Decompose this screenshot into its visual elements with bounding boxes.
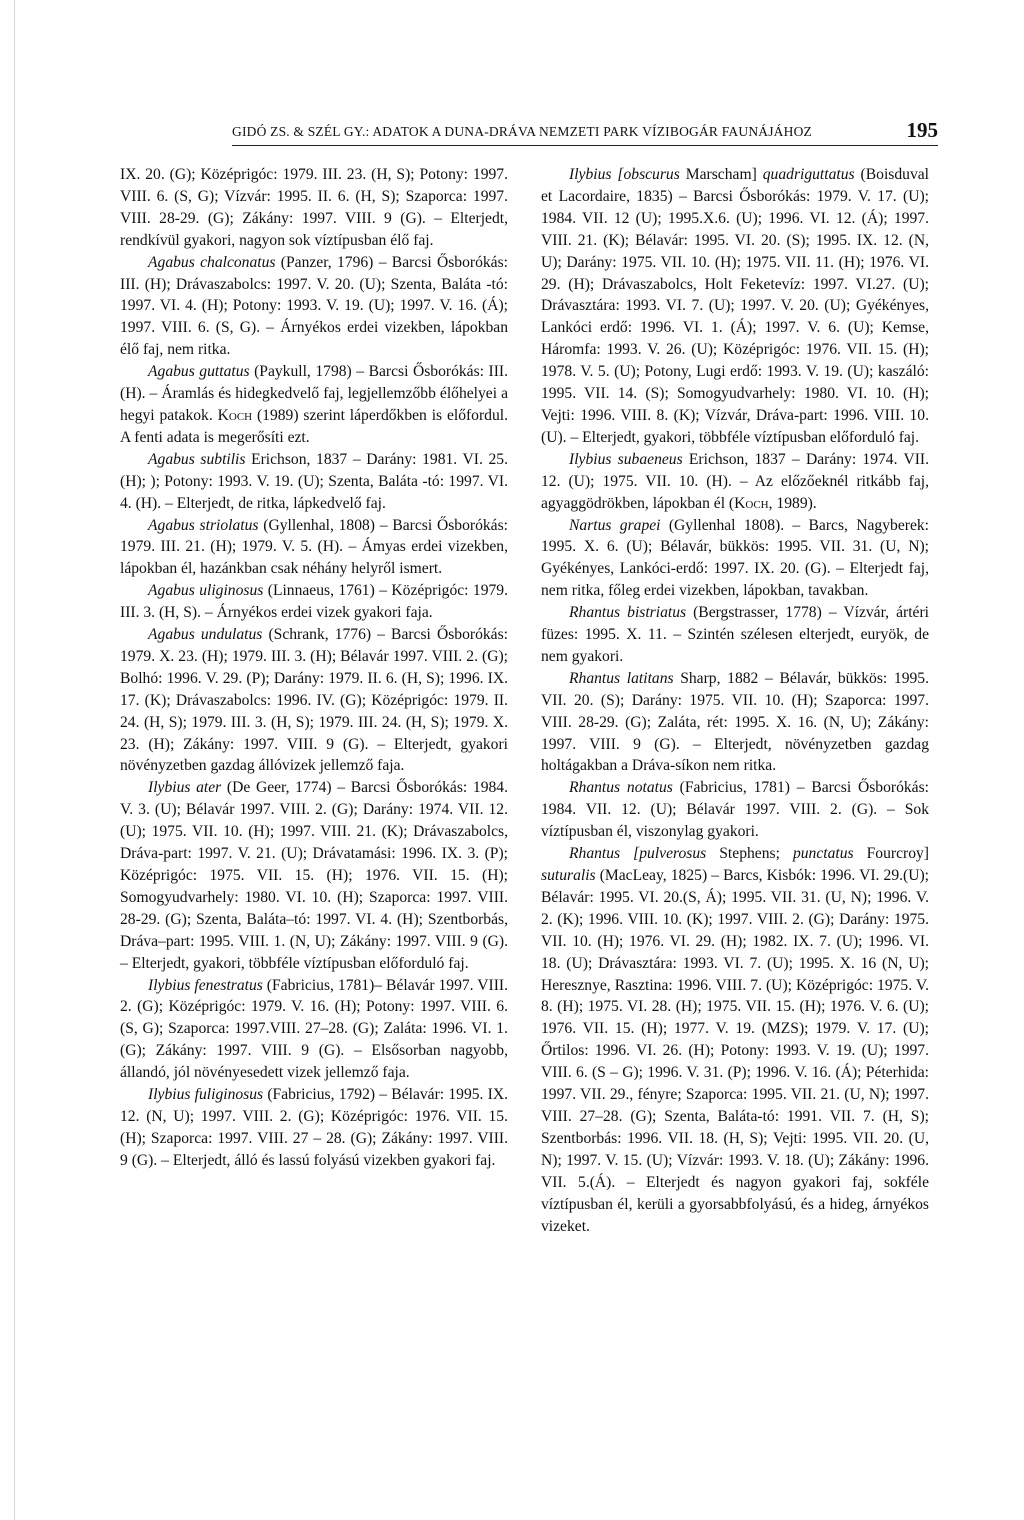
- species-entry: Rhantus latitans Sharp, 1882 – Bélavár, bükkös: 1995. VII. 20. (S); Darány: 1975. VII. 10. (H); Szaporca: 1997. VIII. 28-29. (G); Zaláta, rét: 1995. X. 16. (N, U); Zákány: 1997. VIII. 9 (G). – Elterjedt, növényzetben gazdag holtágakban a Dráva-síkon nem ritka.: [541, 669, 929, 775]
- species-entry: Rhantus notatus (Fabricius, 1781) – Barcsi Ősborókás: 1984. VII. 12. (U); Bélavár 1997. VIII. 2. (G). – Sok víztípusban él, viszonylag gyakori.: [541, 779, 930, 841]
- species-name: suturalis: [541, 867, 596, 884]
- right-column: [541, 164, 929, 1237]
- running-head: GIDÓ ZS. & SZÉL GY.: ADATOK A DUNA-DRÁVA NEMZETI PARK VÍZIBOGÁR FAUNÁJÁHOZ: [232, 124, 812, 139]
- species-entry: Agabus striolatus (Gyllenhal, 1808) – Barcsi Ősborókás: 1979. III. 21. (H); 1979. V. 5. (H). – Ámyas erdei vizekben, lápokban él, hazánkban csak néhány helyről ismert.: [120, 516, 508, 578]
- header-rule: [232, 145, 938, 146]
- species-name: Agabus subtilis: [148, 450, 246, 468]
- species-name: Ilybius fenestratus: [148, 976, 263, 994]
- species-name: Agabus guttatus: [148, 363, 250, 381]
- species-name: Nartus grapei: [569, 516, 661, 534]
- species-name: Agabus chalconatus: [148, 253, 276, 271]
- species-name: punctatus: [792, 845, 854, 863]
- page-header: [232, 118, 938, 144]
- species-entry: Agabus uliginosus (Linnaeus, 1761) – Középrigóc: 1979. III. 3. (H, S). – Árnyékos erdei vizek gyakori faja.: [120, 582, 508, 622]
- species-entry: Agabus guttatus (Paykull, 1798) – Barcsi Ősborókás: III. (H). – Áramlás és hidegkedvelő faj, legjellemzőbb élőhelyei a hegyi patakok. Koch (1989) szerint láperdőkben is előfordul. A fenti adata is megerősíti ezt.: [120, 363, 509, 446]
- species-name: Rhantus notatus: [569, 779, 673, 797]
- species-name: Agabus striolatus: [148, 516, 259, 534]
- species-entry: Rhantus [pulverosus Stephens; punctatus Fourcroy] suturalis (MacLeay, 1825) – Barcs, Kisbók: 1996. VI. 29.(U); Bélavár: 1995. VI. 20.(S, Á); 1995. VII. 31. (U, N); 1996. V. 2. (K); 1996. VIII. 10. (K); 1997. VIII. 2. (G); Darány: 1975. VII. 10. (H); 1976. VI. 29. (H); 1982. IX. 7. (U); 1996. VI. 18. (U); Drávasztára: 1993. VI. 7. (U); 1995. X. 16 (N, U); Heresznye, Rasztina: 1996. VIII. 7. (U); Középrigóc: 1975. V. 8. (H); 1975. VI. 28. (H); 1975. VII. 15. (H); 1976. V. 6. (U); 1976. VII. 15. (H); 1977. V. 19. (MZS); 1979. V. 17. (U); Őrtilos: 1996. VI. 26. (H); Potony: 1993. V. 19. (U); 1997. VIII. 6. (S – G); 1996. V. 31. (P); 1996. V. 16. (Á); Péterhida: 1997. VII. 29., fényre; Szaporca: 1995. VII. 21. (U, N); 1997. VIII. 27–28. (G); Szenta, Baláta-tó: 1991. VII. 7. (H, S); Szentborbás: 1996. VII. 18. (H, S); Vejti: 1995. VII. 20. (U, N); 1997. V. 15. (U); Vízvár: 1993. V. 18. (U); Zákány: 1996. VII. 5.(Á). – Elterjedt és nagyon gyakori faj, sokféle víztípusban él, kerüli a gyorsabbfolyású, és a hideg, árnyékos vizeket.: [541, 845, 929, 1235]
- author-citation: Koch: [217, 406, 253, 424]
- species-entry: Ilybius subaeneus Erichson, 1837 – Darány: 1974. VII. 12. (U); 1975. VII. 10. (H). – Az előzőeknél ritkább faj, agyaggödrökben, lápokban él (Koch, 1989).: [541, 450, 929, 512]
- species-name: Ilybius subaeneus: [569, 450, 683, 468]
- species-name: Rhantus [pulverosus: [569, 845, 707, 863]
- species-entry: Agabus chalconatus (Panzer, 1796) – Barcsi Ősborókás: III. (H); Drávaszabolcs: 1997. V. 20. (U); Szenta, Baláta -tó: 1997. VI. 4. (H); Potony: 1993. V. 19. (U); 1997. V. 16. (Á); 1997. VIII. 6. (S, G). – Árnyékos erdei vizekben, lápokban élő faj, nem ritka.: [120, 253, 508, 359]
- left-column: [120, 164, 508, 1172]
- species-name: Rhantus bistriatus: [569, 604, 687, 622]
- author-citation: Koch: [734, 494, 769, 512]
- species-entry: Nartus grapei (Gyllenhal 1808). – Barcs, Nagyberek: 1995. X. 6. (U); Bélavár, bükkös: 1995. VII. 31. (U, N); Gyékényes, Lankóci-erdő: 1997. IX. 20. (G). – Elterjedt faj, nem ritka, főleg erdei vizekben, lápokban, tavakban.: [541, 516, 929, 600]
- species-entry: Ilybius fenestratus (Fabricius, 1781)– Bélavár 1997. VIII. 2. (G); Középrigóc: 1979. V. 16. (H); Potony: 1997. VIII. 6. (S, G); Szaporca: 1997.VIII. 27–28. (G); Zaláta: 1996. VI. 1. (G); Zákány: 1997. VIII. 9 (G). – Elsősorban nagyobb, állandó, jól növényesedett vizek jellemző faja.: [120, 976, 508, 1082]
- species-name: Rhantus latitans: [569, 669, 674, 687]
- species-name: Agabus undulatus: [148, 626, 263, 644]
- species-entry: Ilybius fuliginosus (Fabricius, 1792) – Bélavár: 1995. IX. 12. (N, U); 1997. VIII. 2. (G); Középrigóc: 1976. VII. 15. (H); Szaporca: 1997. VIII. 27 – 28. (G); Zákány: 1997. VIII. 9 (G). – Elterjedt, álló és lassú folyású vizekben gyakori faj.: [120, 1086, 509, 1169]
- species-name: quadriguttatus: [762, 166, 855, 183]
- scan-edge-line: [14, 0, 15, 1520]
- species-entry: Agabus subtilis Erichson, 1837 – Darány: 1981. VI. 25. (H); ); Potony: 1993. V. 19. (U); Szenta, Baláta -tó: 1997. VI. 4. (H). – Elterjedt, de ritka, lápkedvelő faj.: [120, 450, 508, 512]
- species-name: Ilybius ater: [148, 779, 222, 797]
- species-name: Agabus uliginosus: [148, 582, 264, 600]
- species-entry: Rhantus bistriatus (Bergstrasser, 1778) – Vízvár, ártéri füzes: 1995. X. 11. – Szintén szélesen elterjedt, euryök, de nem gyakori.: [541, 604, 929, 665]
- species-name: Ilybius [obscurus: [569, 166, 680, 183]
- species-name: Ilybius fuliginosus: [148, 1086, 264, 1104]
- species-entry: Agabus undulatus (Schrank, 1776) – Barcsi Ősborókás: 1979. X. 23. (H); 1979. III. 3. (H); Bélavár 1997. VIII. 2. (G); Bolhó: 1996. V. 29. (P); Darány: 1979. II. 6. (H, S); 1996. IX. 17. (K); Drávaszabolcs: 1996. IV. (G); Középrigóc: 1979. II. 24. (H, S); 1979. III. 3. (H, S); 1979. III. 24. (H, S); 1979. X. 23. (H); Zákány: 1997. VIII. 9 (G). – Elterjedt, gyakori növényzetben gazdag állóvizek jellemző faja.: [120, 626, 508, 775]
- species-entry: IX. 20. (G); Középrigóc: 1979. III. 23. (H, S); Potony: 1997. VIII. 6. (S, G); Vízvár: 1995. II. 6. (H, S); Szaporca: 1997. VIII. 28-29. (G); Zákány: 1997. VIII. 9 (G). – Elterjedt, rendkívül gyakori, nagyon sok víztípusban élő faj.: [120, 166, 508, 249]
- species-entry: Ilybius ater (De Geer, 1774) – Barcsi Ősborókás: 1984. V. 3. (U); Bélavár 1997. VIII. 2. (G); Darány: 1974. VII. 12. (U); 1975. VII. 10. (H); 1997. VIII. 21. (K); Drávaszabolcs, Dráva-part: 1997. V. 21. (U); Drávatamási: 1996. IX. 3. (P); Középrigóc: 1975. VII. 15. (H); 1976. VII. 15. (H); Somogyudvarhely: 1980. VI. 10. (H); Szaporca: 1997. VIII. 28-29. (G); Szenta, Baláta–tó: 1997. VI. 4. (H); Szentborbás, Dráva–part: 1995. VIII. 1. (N, U); Zákány: 1997. VIII. 9 (G). – Elterjedt, gyakori, többféle víztípusban előforduló faj.: [120, 779, 508, 972]
- page-number: 195: [906, 118, 938, 142]
- species-entry: Ilybius [obscurus Marscham] quadriguttatus (Boisduval et Lacordaire, 1835) – Barcsi Ősborókás: 1979. V. 17. (U); 1984. VII. 12 (U); 1995.X.6. (U); 1996. VI. 12. (Á); 1997. VIII. 21. (K); Bélavár: 1995. VI. 20. (S); 1995. IX. 12. (N, U); Darány: 1975. VII. 10. (H); 1975. VII. 11. (H); 1976. VI. 29. (H); Drávaszabolcs, Holt Feketevíz: 1997. VI.27. (U); Drávasztára: 1993. VI. 7. (U); 1997. V. 20. (U); Gyékényes, Lankóci erdő: 1996. VI. 1. (Á); 1997. V. 6. (U); Kemse, Háromfa: 1993. V. 26. (U); Középrigóc: 1976. VII. 15. (H); 1978. V. 5. (U); Potony, Lugi erdő: 1993. V. 19. (U); kaszáló: 1995. VII. 14. (S); Somogyudvarhely: 1980. VI. 10. (H); Vejti: 1996. VIII. 8. (K); Vízvár, Dráva-part: 1996. VIII. 10. (U). – Elterjedt, gyakori, többféle víztípusban előforduló faj.: [541, 166, 929, 446]
